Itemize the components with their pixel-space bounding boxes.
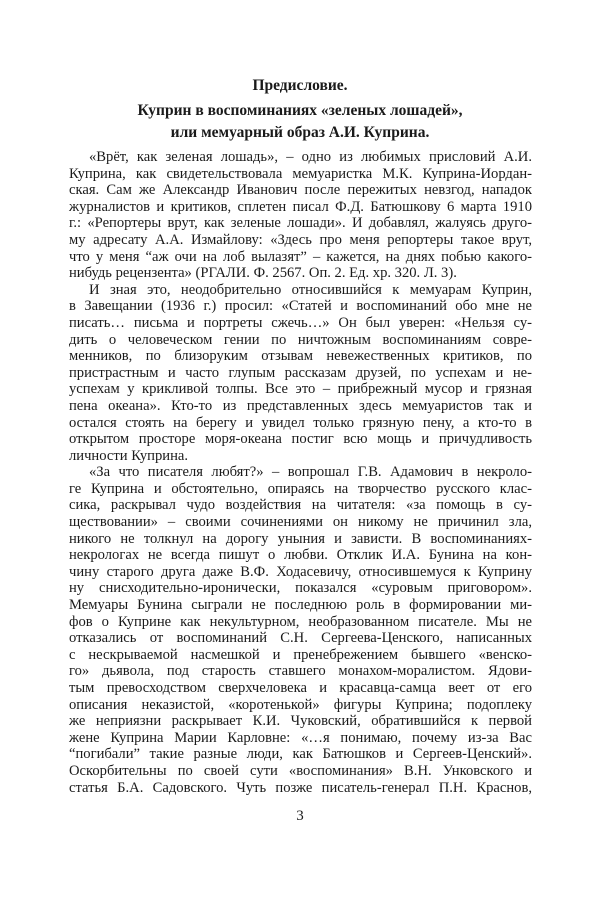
chapter-title-line-1: Куприн в воспоминаниях «зеленых лошадей», [137, 102, 463, 119]
text-line: с нескрываемой насмешкой и пренебрежением бывшего «венско- [69, 646, 532, 663]
text-line: открытом просторе моря-океана постиг всю мощь и причудливость [69, 431, 532, 448]
text-line: фов о Куприне как некультурном, необразованном писателе. Мы не [69, 613, 532, 630]
text-line: ге Куприна и обстоятельно, опираясь на творчество русского клас- [69, 480, 532, 497]
text-line: му адресату А.А. Измайлову: «Здесь про меня репортеры такое врут, [69, 231, 532, 248]
body-text [69, 149, 532, 796]
text-line: журналистов и критиков, сплетен писал Ф.Д. Батюшкову 6 марта 1910 [69, 198, 532, 215]
text-line: же неприязни раскрывает К.И. Чуковский, обратившийся к первой [69, 713, 532, 730]
text-line: писать… письма и портреты сжечь…» Он был уверен: «Нельзя су- [69, 314, 532, 331]
text-line: дить о человеческом гении по ничтожным воспоминаниям совре- [69, 331, 532, 348]
text-line: что у меня “аж очи на лоб вылазят” – кажется, на днях побью какого- [69, 248, 532, 265]
text-line: тым превосходством сверхчеловека и красавца-самца веет от его [69, 680, 532, 696]
paragraph [69, 149, 532, 282]
text-line: пена океана». Кто-то из представленных здесь мемуаристов так и [69, 397, 532, 414]
paragraph [69, 464, 532, 796]
text-line: сика, раскрывал чудо воздействия на читателя: «за помощь в су- [69, 497, 532, 514]
text-line: ну снисходительно-иронически, показался «суровым приговором». [69, 580, 532, 597]
preface-heading: Предисловие. [252, 77, 348, 94]
text-line: жене Куприна Марии Карловне: «…я понимаю, почему из-за Вас [69, 729, 532, 746]
text-line: чину старого друга даже В.Ф. Ходасевичу, относившемуся к Куприну [69, 563, 532, 580]
text-line: в Завещании (1936 г.) просил: «Статей и воспоминаний обо мне не [69, 298, 532, 315]
text-line: Оскорбительны по своей сути «воспоминания» В.Н. Унковского и [69, 762, 532, 779]
text-line: никого не толкнул на дорогу уныния и зависти. В воспоминаниях- [69, 530, 532, 547]
text-line: остался стоять на берегу и увидел только грязную пену, а кто-то в [69, 414, 532, 431]
page-number: 3 [296, 808, 304, 824]
text-line: нибудь рецензента» (РГАЛИ. Ф. 2567. Оп. 2. Ед. хр. 320. Л. 3). [69, 265, 457, 282]
text-line: успехам у крикливой толпы. Все это – прибрежный мусор и грязная [69, 381, 532, 398]
text-line: менников, по близоруким отзывам невежественных критиков, по [69, 348, 532, 365]
text-line: “погибали” такие разные люди, как Батюшков и Сергеев-Ценский». [69, 746, 532, 763]
text-line: отказались от воспоминаний С.Н. Сергеева-Ценского, написанных [69, 630, 532, 647]
text-line: ская. Сам же Александр Иванович после пережитых невзгод, нападок [69, 182, 532, 199]
text-line: г.: «Репортеры врут, как зеленые лошади». И добавлял, жалуясь друго- [69, 215, 532, 232]
text-line: статья Б.А. Садовского. Чуть позже писатель-генерал П.Н. Краснов, [69, 779, 532, 796]
text-line: И зная это, неодобрительно относившийся к мемуарам Куприн, [89, 281, 532, 298]
text-line: «За что писателя любят?» – вопрошал Г.В. Адамович в некроло- [89, 464, 532, 481]
paragraph [69, 282, 532, 465]
text-line: некрологах не всегда пишут о любви. Отклик И.А. Бунина на кон- [69, 547, 532, 564]
text-line: Мемуары Бунина сыграли не последнюю роль в формировании ми- [69, 597, 532, 614]
text-line: личности Куприна. [69, 447, 189, 464]
text-line: пристрастным и часто глупым рассказам друзей, по успехам и не- [69, 364, 532, 381]
text-line: описания неказистой, «коротенькой» фигуры Куприна; подоплеку [69, 696, 532, 713]
text-line: Куприна, как свидетельствовала мемуаристка М.К. Куприна-Иордан- [69, 165, 532, 182]
text-line: го» дьявола, под старость ставшего монахом-моралистом. Ядови- [69, 663, 532, 680]
chapter-title-line-2: или мемуарный образ А.И. Куприна. [170, 124, 430, 141]
text-line: ществовании» – своими сочинениями он никому не причинил зла, [69, 514, 532, 531]
text-line: «Врёт, как зеленая лошадь», – одно из любимых присловий А.И. [89, 149, 532, 165]
